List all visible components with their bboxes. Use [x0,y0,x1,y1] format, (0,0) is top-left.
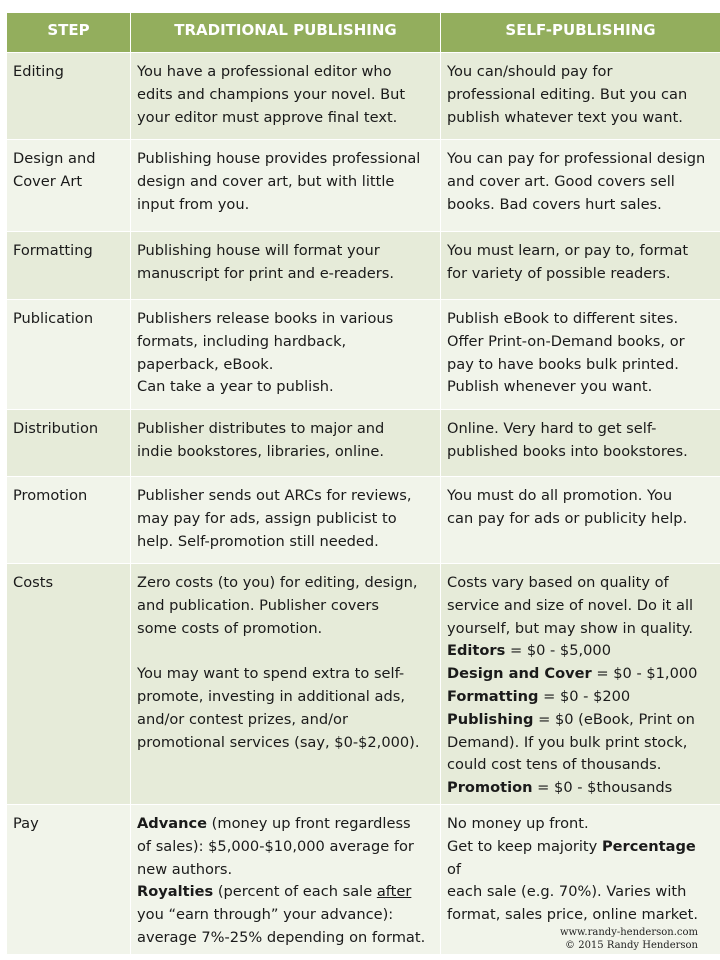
traditional-cell: Advance (money up front regardless of sales): $5,000-$10,000 average for new authors. Royalties (percent of each sale after you “earn through” your advance): average 7%-25% depending on format. [131,804,441,954]
self-cell: Costs vary based on quality of service and size of novel. Do it all yourself, but may show in quality. Editors = $0 - $5,000 Design and Cover = $0 - $1,000 Formatting = $0 - $200 Publishing = $0 (eBook, Print on Demand). If you bulk print stock, could cost tens of thousands. Promotion = $0 - $thousands [441,564,720,805]
traditional-cell: Publisher sends out ARCs for reviews, may pay for ads, assign publicist to help. Self-promotion still needed. [131,477,441,564]
table-row [7,564,720,805]
table-row [7,410,720,477]
step-cell: Publication [7,300,131,410]
step-cell: Editing [7,53,131,140]
self-cell: You must do all promotion. You can pay for ads or publicity help. [441,477,720,564]
traditional-cell: You have a professional editor who edits and champions your novel. But your editor must approve final text. [131,53,441,140]
traditional-cell: Publisher distributes to major and indie bookstores, libraries, online. [131,410,441,477]
credit [560,926,698,952]
table-row [7,140,720,232]
self-cell: Publish eBook to different sites. Offer Print-on-Demand books, or pay to have books bulk printed. Publish whenever you want. [441,300,720,410]
self-cell: You can/should pay for professional editing. But you can publish whatever text you want. [441,53,720,140]
header-row [7,13,720,53]
table-row [7,300,720,410]
credit-url: www.randy-henderson.com [559,927,698,938]
header-traditional: TRADITIONAL PUBLISHING [131,13,441,53]
header-self: SELF-PUBLISHING [441,13,720,53]
credit-copyright: © 2015 Randy Henderson [565,940,698,951]
step-cell: Formatting [7,232,131,300]
step-cell: Distribution [7,410,131,477]
step-cell: Pay [7,804,131,954]
self-cell: You must learn, or pay to, format for variety of possible readers. [441,232,720,300]
self-cell: No money up front. Get to keep majority Percentage of each sale (e.g. 70%). Varies with format, sales price, online market. [441,804,720,954]
self-cell: You can pay for professional design and cover art. Good covers sell books. Bad covers hurt sales. [441,140,720,232]
traditional-cell: Zero costs (to you) for editing, design, and publication. Publisher covers some costs of promotion. You may want to spend extra to self- promote, investing in additional ads, and/or contest prizes, and/or promotional services (say, $0-$2,000). [131,564,441,805]
step-cell: Design and Cover Art [7,140,131,232]
step-cell: Costs [7,564,131,805]
table-row [7,477,720,564]
comparison-table [6,12,720,955]
table-row [7,232,720,300]
self-cell: Online. Very hard to get self- published books into bookstores. [441,410,720,477]
table-row [7,53,720,140]
traditional-cell: Publishing house will format your manuscript for print and e-readers. [131,232,441,300]
header-step: STEP [7,13,131,53]
traditional-cell: Publishers release books in various formats, including hardback, paperback, eBook. Can take a year to publish. [131,300,441,410]
traditional-cell: Publishing house provides professional design and cover art, but with little input from you. [131,140,441,232]
step-cell: Promotion [7,477,131,564]
